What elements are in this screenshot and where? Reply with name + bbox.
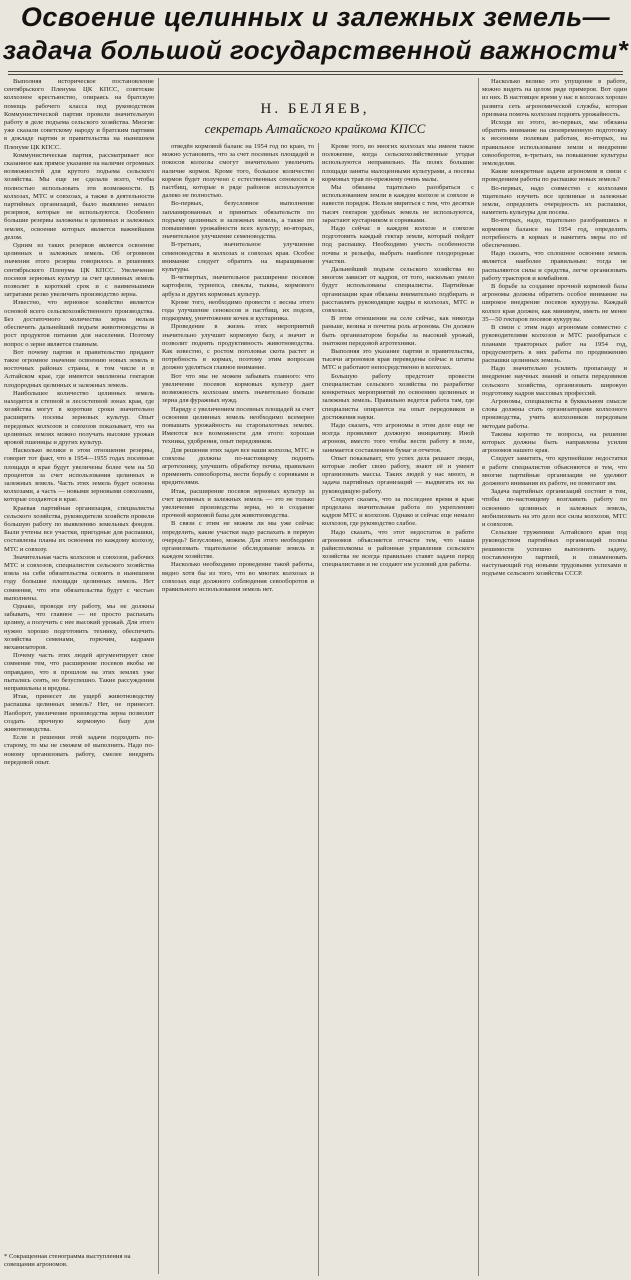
article-paragraph: Во-первых, надо совместно с колхозами тщательно изучить все целинные и залежные земли, определить очередность их распашки, наметить культуры для посева. xyxy=(482,184,627,217)
author-position: секретарь Алтайского крайкома КПСС xyxy=(204,121,426,136)
article-paragraph: Итак, расширение посевов зерновых культур за счет целинных и залежных земель — это не только увеличение производства зерна, но и создание прочной кормовой базы для животноводства. xyxy=(162,487,314,520)
article-paragraph: Выполняя это указание партии и правительства, тысячи агрономов края переведены сейчас в штаты МТС и работают непосредственно в колхозах. xyxy=(322,348,474,372)
article-paragraph: Большую работу предстоит провести специалистам сельского хозяйства по разработке конкретных мероприятий по освоению целинных и залежных земель. Правильно ведется работа там, где специалисты опираются на опыт передовиков и достижения науки. xyxy=(322,372,474,421)
article-paragraph: Значительная часть колхозов и совхозов, рабочих МТС и совхозов, специалистов сельского хозяйства взяла на себя обязательства освоить в нынешнем году большие площади целинных земель. Нет сомнения, что эти обязательства будут с честью выполнены. xyxy=(4,553,154,602)
article-paragraph: Надо сказать, что этот недостаток в работе агрономов объясняется отчасти тем, что наши райисполкомы и районные управления сельского хозяйства не всегда правильно ставят задачи перед специалистами и не создают им условий для работы. xyxy=(322,528,474,569)
article-paragraph: Следует заметить, что крупнейшие недостатки в работе специалистов объясняются и тем, что многие партийные организации не уделяют должного внимания их работе, не помогают им. xyxy=(482,455,627,487)
headline-rule-bottom xyxy=(8,74,623,75)
article-paragraph: Во-первых, безусловное выполнение запланированных и принятых обязательств по подъему целинных и залежных земель, а также по повышению урожайности всех культур; во-вторых, значительное улучшение семеноводства. xyxy=(162,200,314,241)
headline-rule-top xyxy=(8,71,623,72)
article-paragraph: Почему часть этих людей аргументирует свое сомнение тем, что расширение посевов якобы не оправдано, что в прошлом на этих землях уже пытались сеять, но безуспешно. Такие рассуждения неправильны и вредны. xyxy=(4,652,154,693)
article-paragraph: Агрономы, специалисты в буквальном смысле слова должны стать организаторами колхозного производства, учить колхозников передовым методам работы. xyxy=(482,397,627,430)
article-paragraph: Надо сказать, что агрономы в этом деле еще не всегда проявляют должную инициативу. Иной агроном, вместо того чтобы вести работу в поле, занимается составлением бумаг и отчетов. xyxy=(322,421,474,454)
article-paragraph: Дальнейший подъем сельского хозяйства во многом зависит от кадров, от того, насколько умело будут использованы специалисты. Партийные организации края обязаны внимательно подбирать и расставлять руководящие кадры в колхозах, МТС и совхозах. xyxy=(322,266,474,315)
article-column-4 xyxy=(482,78,627,1276)
article-paragraph: Насколько необходимо проведение такой работы, видно хотя бы из того, что во многих колхозах и совхозах еще должного соблюдения севооборотов и правильного использования земель нет. xyxy=(162,561,314,593)
article-paragraph: Коммунистическая партия, рассматривает все сказанное как прямое указание на наличие огромных возможностей для крутого подъема сельского хозяйства. Мы еще не сделали всего, чтобы полностью использовать эти возможности. В колхозах, МТС и совхозах, а также в деятельности партийных организаций, было выявлено немало резервов, которые не используются. Особенно большие резервы заложены в целинных и залежных землях, освоение которых является важнейшим делом. xyxy=(4,151,154,241)
article-paragraph: Кроме того, во многих колхозах мы имеем такое положение, когда сельскохозяйственные угодья используются неправильно. На полях большие площади заняты малоценными культурами, а посевы кормовых трав по-прежнему очень малы. xyxy=(322,143,474,183)
article-paragraph: Исходя из этого, во-первых, мы обязаны обратить внимание на своевременную подготовку к весенним полевым работам, во-вторых, на правильное использование земли и внедрение севооборотов, в-третьих, на повышение культуры земледелия. xyxy=(482,119,627,168)
article-paragraph: В связи с этим надо агрономам совместно с руководителями колхозов и МТС разобраться с планами тракторных работ на 1954 год, предусмотреть в них работы по продвижению распашки целинных земель. xyxy=(482,324,627,364)
article-paragraph: Сельские труженики Алтайского края под руководством партийных организаций полны решимости успешно выполнить задачу, поставленную партией, и ознаменовать наступающий год новыми трудовыми успехами в подъеме сельского хозяйства СССР. xyxy=(482,529,627,578)
article-column-3 xyxy=(322,143,474,1276)
footnote: * Сокращенная стенограмма выступления на совещании агрономов. xyxy=(4,1253,131,1268)
article-paragraph: Надо значительно усилить пропаганду и внедрение научных знаний и опыта передовиков сельского хозяйства, организовать широкую подготовку кадров массовых профессий. xyxy=(482,365,627,397)
article-paragraph: Мы обязаны тщательно разобраться с использованием земли в каждом колхозе и совхозе и навести порядок. Нельзя мириться с тем, что десятки тысяч гектаров удобных земель не используются, зарастают кустарником и сорняками. xyxy=(322,184,474,224)
article-paragraph: В этом отношении на селе сейчас, как никогда раньше, велика и почетна роль агронома. Он должен быть организатором борьбы за высокий урожай, знатоком передовой агротехники. xyxy=(322,315,474,347)
article-paragraph: Проведение в жизнь этих мероприятий значительно улучшит кормовую базу, а значит и позволит поднять продуктивность животноводства. Как известно, с ростом поголовья скота растет и потребность в кормах, поэтому этим вопросам должно уделяться главное внимание. xyxy=(162,323,314,372)
article-paragraph: В связи с этим не можем ли мы уже сейчас определить, какие участки надо распахать в первую очередь? Безусловно, можем. Для этого необходимо организовать тщательное обследование земель в каждом хозяйстве. xyxy=(162,520,314,561)
article-paragraph: В-четвертых, значительное расширение посевов картофеля, турнепса, свеклы, тыквы, кормового арбуза и других кормовых культур. xyxy=(162,274,314,298)
article-paragraph: Во-вторых, надо, тщательно разобравшись в кормовом балансе на 1954 год, определить потребность в кормах и наметить меры по её обеспечению. xyxy=(482,217,627,250)
article-paragraph: В-третьих, значительное улучшение семеноводства в колхозах и совхозах края. Особое внимание следует обратить на выращивание культуры. xyxy=(162,241,314,274)
article-paragraph: Следует сказать, что за последнее время в крае проделана значительная работа по укреплению кадров МТС и колхозов. Однако и сейчас еще немало колхозов, где руководство слабое. xyxy=(322,495,474,528)
author-name: Н. БЕЛЯЕВ, xyxy=(260,101,370,117)
article-paragraph: Для решения этих задач все наши колхозы, МТС и совхозы должны по-настоящему поднять агротехнику, улучшить обработку почвы, правильно применять севообороты, вести борьбу с сорняками и вредителями. xyxy=(162,446,314,487)
article-paragraph: отведён кормовой баланс на 1954 год по краю, то можно установить, что за счет посевных площадей и покосов колхозы смогут значительно увеличить наличие кормов. Кроме того, большое количество кормов будет получено с естественных сенокосов и пастбищ, которые в ряде районов используются далеко не полностью. xyxy=(162,143,314,200)
article-paragraph: Наибольшее количество целинных земель находится в степной и лесостепной зонах края, где хозяйства могут в короткие сроки значительно расширить посевы зерновых культур. Опыт передовых колхозов и совхозов показывает, что на целинных землях можно получать высокие урожаи яровой пшеницы и других культур. xyxy=(4,389,154,446)
headline-line-2: задача большой государственной важности* xyxy=(2,35,629,65)
headline-line-1: Освоение целинных и залежных земель— xyxy=(20,2,611,32)
column-divider xyxy=(318,143,319,1276)
article-paragraph: Наряду с увеличением посевных площадей за счет освоения целинных земель необходимо всемерно повышать урожайность на старопахотных землях. Имеются все возможности для этого: хорошая техника, удобрения, опыт передовиков. xyxy=(162,405,314,446)
article-column-2 xyxy=(162,143,314,1276)
article-paragraph: Надо сейчас в каждом колхозе и совхозе подготовить каждый гектар земли, который пойдет под распашку. Необходимо учесть особенности почвы и рельефа, выбрать наиболее плодородные участки. xyxy=(322,225,474,265)
article-paragraph: Насколько велико это упущение в работе, можно видеть на целом ряде примеров. Вот один из них. В настоящее время у нас в колхозах хорошо развита сеть агрономической службы, которая призвана помочь колхозам поднять урожайность. xyxy=(482,78,627,118)
article-paragraph: Опыт показывает, что успех дела решают люди, которые любят свою работу, знают её и умеют организовать массы. Таких людей у нас много, и задача партийных организаций — выдвигать их на руководящую работу. xyxy=(322,454,474,495)
article-paragraph: Краевая партийная организация, специалисты сельского хозяйства, руководители хозяйств провели большую работу по выявлению земельных фондов. Были учтены все участки, пригодные для распашки, составлены планы их освоения по каждому колхозу, МТС и совхозу. xyxy=(4,504,154,553)
column-divider xyxy=(478,78,479,1276)
column-divider xyxy=(158,78,159,1274)
article-paragraph: Если в решении этой задачи подходить по-старому, то мы не сможем её выполнить. Надо по-новому организовать работу, смелее внедрять передовой опыт. xyxy=(4,734,154,766)
article-paragraph: Насколько велики в этом отношении резервы, говорит тот факт, что в 1954—1955 годах посевные площади в крае будут увеличены более чем на 50 процентов за счет использования целинных и залежных земель. Часть этих земель будет освоена колхозами, а часть — новыми зерновыми совхозами, которые создаются в крае. xyxy=(4,447,154,504)
article-paragraph: Надо сказать, что сплошное освоение земель является наиболее правильным: тогда не распыляются силы и средства, легче организовать работу тракторов и комбайнов. xyxy=(482,250,627,282)
article-paragraph: Известно, что зерновое хозяйство является основой всего сельскохозяйственного производства. Без достаточного количества зерна нельзя обеспечить дальнейший подъем животноводства и рост продуктов питания для населения. Поэтому вопрос о зерне является главным. xyxy=(4,299,154,348)
article-paragraph: Вот что мы не можем забывать главного: что увеличение посевов кормовых культур дает возможность колхозам иметь значительно больше зерна для фуражных нужд. xyxy=(162,372,314,405)
article-paragraph: Кроме того, необходимо провести с весны этого года улучшение сенокосов и пастбищ, их подсев, подкормку, уничтожение кочек и кустарника. xyxy=(162,298,314,323)
article-paragraph: Какие конкретные задачи агрономов в связи с проведением работы по распашке новых земель? xyxy=(482,168,627,184)
article-paragraph: Выполняя историческое постановление сентябрьского Пленума ЦК КПСС, советские колхозное крестьянство, опираясь на братскую помощь рабочего класса под руководством Коммунистической партии провели значительную работу в деле подъема сельского хозяйства. Многие уже сказали советскому народу и братским партиям в докладе партии и правительства на нынешнем Пленуме ЦК КПСС. xyxy=(4,78,154,151)
article-paragraph: В борьбе за создание прочной кормовой базы агрономы должны обратить особое внимание на широкое внедрение посевов кукурузы. Каждый колхоз края должен, как минимум, иметь не менее 35—50 гектаров посевов кукурузы. xyxy=(482,283,627,323)
article-paragraph: Вот почему партия и правительство придают такое огромное значение освоению новых земель в восточных районах страны, в том числе и в Алтайском крае, где имеются миллионы гектаров плодородных целинных и залежных земель. xyxy=(4,348,154,389)
article-paragraph: Итак, принесет ли ущерб животноводству распашка целинных земель? Нет, не принесет. Наоборот, увеличение производства зерна позволит создать прочную кормовую базу для животноводства. xyxy=(4,693,154,734)
article-paragraph: Однако, проводя эту работу, мы не должны забывать, что главное — не просто распахать целину, а получить с нее высокий урожай. Для этого нужно хорошо подготовить технику, обеспечить хозяйства семенами, горючим, кадрами механизаторов. xyxy=(4,603,154,652)
article-paragraph: Задача партийных организаций состоит в том, чтобы по-настоящему возглавить работу по освоению целинных и залежных земель, мобилизовать на это дело все силы колхозов, МТС и совхозов. xyxy=(482,488,627,528)
article-column-1 xyxy=(4,78,154,1248)
article-paragraph: Таковы коротко те вопросы, на решение которых должны быть направлены усилия агрономов нашего края. xyxy=(482,430,627,455)
article-paragraph: Одним из таких резервов является освоение целинных и залежных земель. Об огромном значении этого резерва говорилось в решениях сентябрьского Пленума ЦК КПСС. Увеличение посевов зерновых культур за счет целинных земель позволит в короткий срок и с наименьшими затратами резко увеличить производство зерна. xyxy=(4,242,154,299)
